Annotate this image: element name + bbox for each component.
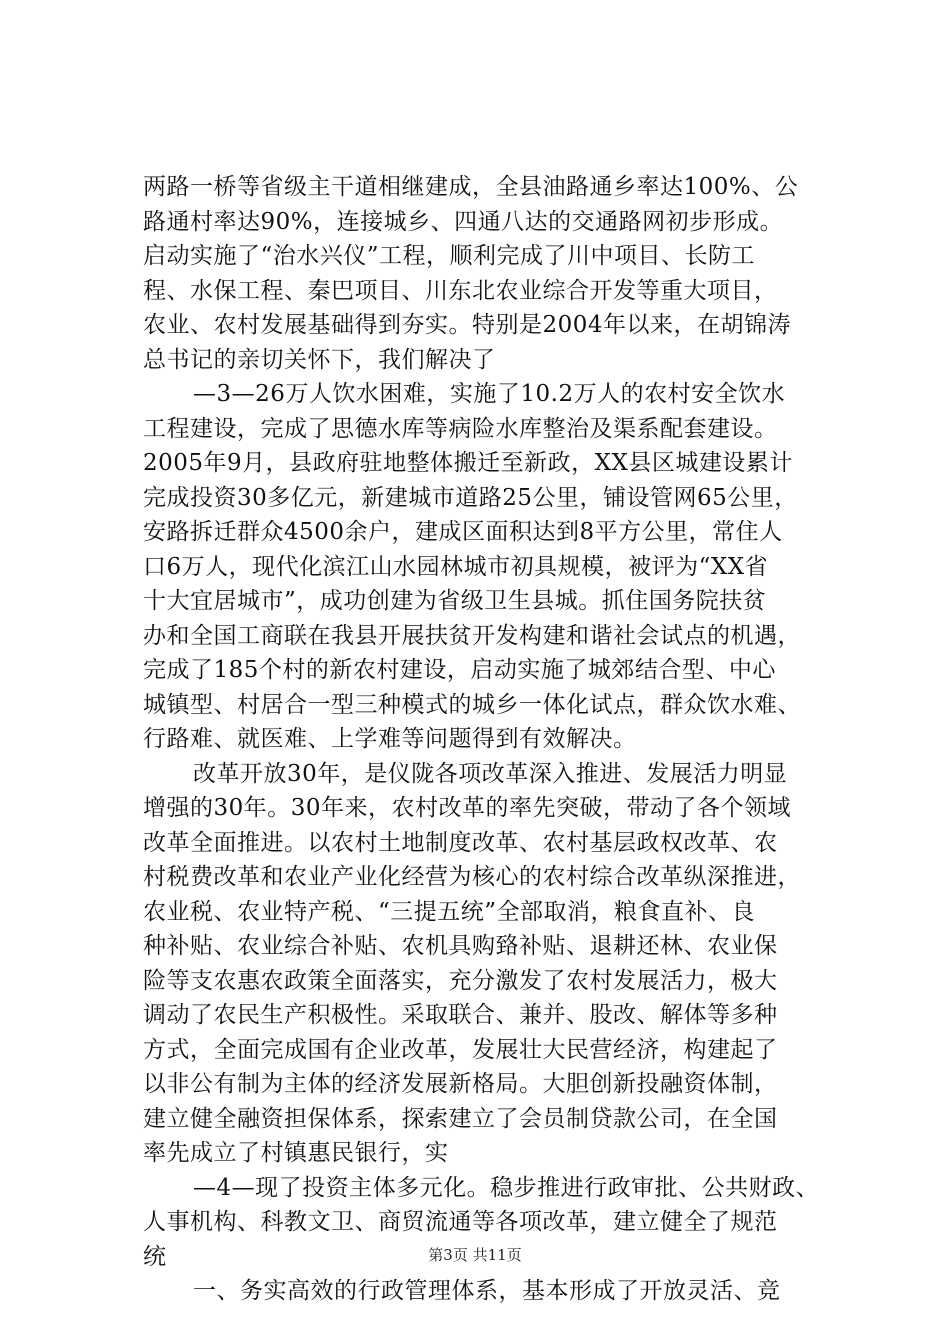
text-line: 改革全面推进。以农村土地制度改革、农村基层政权改革、农: [143, 829, 778, 856]
text-line: 调动了农民生产积极性。采取联合、兼并、股改、解体等多种: [143, 1002, 778, 1028]
text-line: 办和全国工商联在我县开展扶贫开发构建和谐社会试点的机遇，: [143, 622, 801, 649]
text-line: 统: [143, 1243, 167, 1270]
text-line: 2005年9月，县政府驻地整体搬迁至新政，XX县区城建设累计: [143, 450, 793, 476]
text-line: 行路难、就医难、上学难等问题得到有效解决。: [143, 726, 637, 752]
text-line: 口6万人，现代化滨江山水园林城市初具规模，被评为“XX省: [143, 553, 769, 580]
text-line: 种补贴、农业综合补贴、农机具购臵补贴、退耕还林、农业保: [143, 933, 778, 959]
text-line: 两路一桥等省级主干道相继建成，全县油路通乡率达100%、公: [143, 174, 799, 200]
text-line: 启动实施了“治水兴仪”工程，顺利完成了川中项目、长防工: [143, 243, 756, 269]
text-line: 一、务实高效的行政管理体系，基本形成了开放灵活、竞: [193, 1278, 781, 1304]
text-line: 完成投资30多亿元，新建城市道路25公里，铺设管网65公里，: [143, 484, 798, 511]
text-line: 增强的30年。30年来，农村改革的率先突破，带动了各个领域: [143, 795, 792, 821]
text-line: 村税费改革和农业产业化经营为核心的农村综合改革纵深推进，: [143, 864, 801, 890]
text-line: 完成了185个村的新农村建设，启动实施了城郊结合型、中心: [143, 657, 776, 683]
body-text: [143, 170, 843, 1309]
text-line: 城镇型、村居合一型三种模式的城乡一体化试点，群众饮水难、: [143, 691, 801, 718]
text-line: 改革开放30年，是仪陇各项改革深入推进、发展活力明显: [193, 760, 788, 787]
text-line: 方式，全面完成国有企业改革，发展壮大民营经济，构建起了: [143, 1036, 778, 1063]
text-line: 建立健全融资担保体系，探索建立了会员制贷款公司，在全国: [143, 1105, 778, 1132]
text-line: 安路拆迁群众4500余户，建成区面积达到8平方公里，常住人: [143, 519, 783, 545]
text-line: 农业、农村发展基础得到夯实。特别是2004年以来，在胡锦涛: [143, 312, 792, 338]
text-line: —3—26万人饮水困难，实施了10.2万人的农村安全饮水: [193, 381, 786, 407]
text-line: 险等支农惠农政策全面落实，充分激发了农村发展活力，极大: [143, 967, 778, 994]
text-line: 以非公有制为主体的经济发展新格局。大胆创新投融资体制，: [143, 1071, 778, 1097]
text-line: 十大宜居城市”，成功创建为省级卫生县城。抓住国务院扶贫: [143, 588, 767, 614]
text-line: 农业税、农业特产税、“三提五统”全部取消，粮食直补、良: [143, 898, 756, 925]
page-number-label: 第3页 共11页: [428, 1246, 522, 1264]
text-line: 工程建设，完成了思德水库等病险水库整治及渠系配套建设。: [143, 415, 778, 442]
text-line: 总书记的亲切关怀下，我们解决了: [143, 346, 496, 373]
text-line: 率先成立了村镇惠民银行，实: [143, 1140, 449, 1166]
page-footer: [0, 1245, 950, 1265]
text-line: 路通村率达90%，连接城乡、四通八达的交通路网初步形成。: [143, 208, 784, 235]
text-line: 程、水保工程、秦巴项目、川东北农业综合开发等重大项目，: [143, 277, 778, 304]
text-line: —4—现了投资主体多元化。稳步推进行政审批、公共财政、: [193, 1174, 820, 1201]
text-line: 人事机构、科教文卫、商贸流通等各项改革，建立健全了规范: [143, 1209, 778, 1235]
